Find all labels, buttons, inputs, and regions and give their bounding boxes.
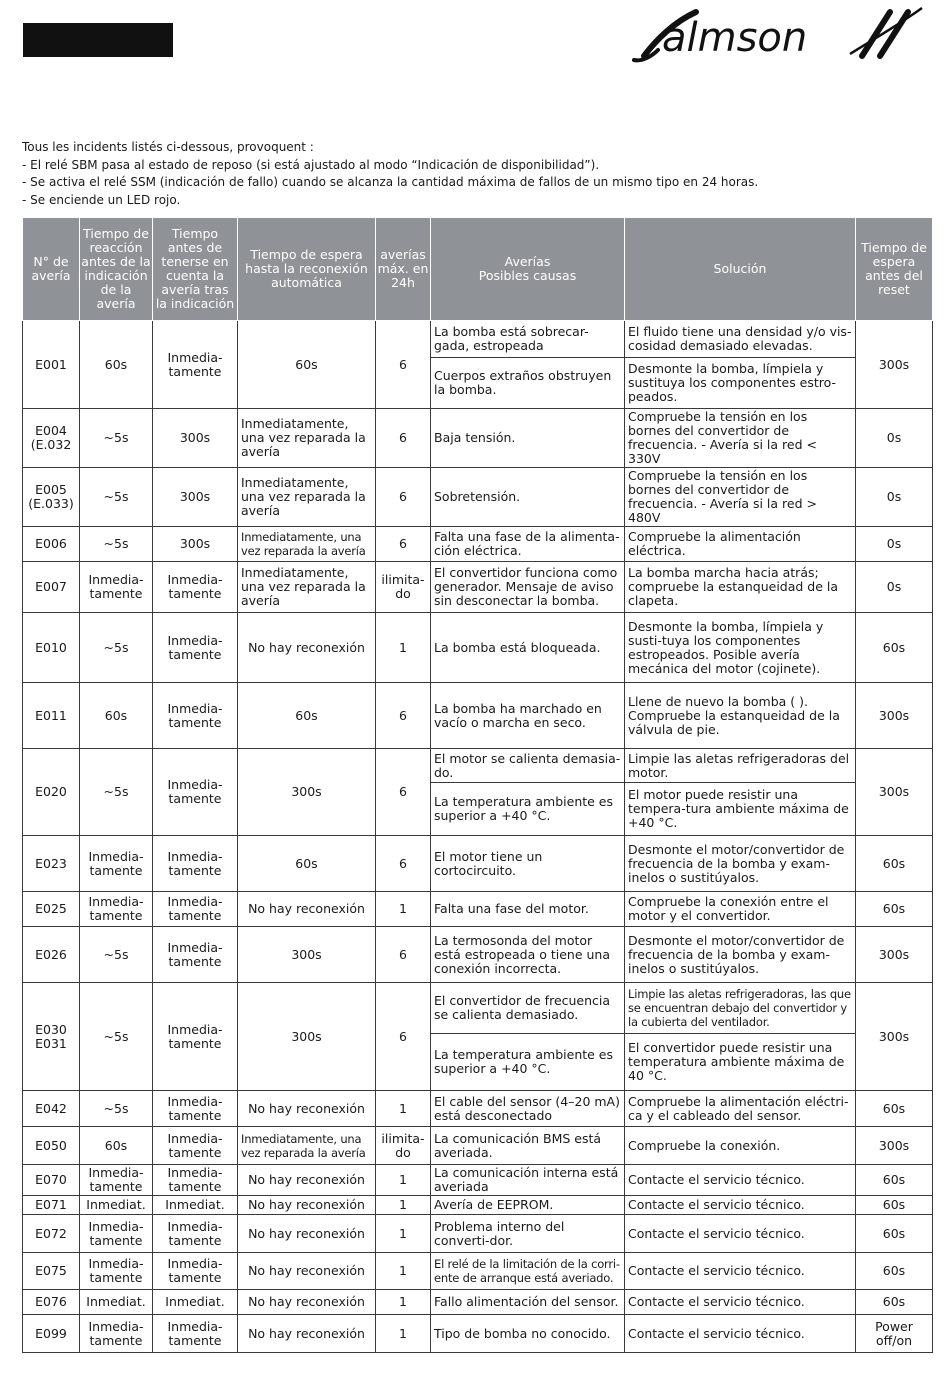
cell-num: E010 — [23, 613, 80, 683]
cell-solution: La bomba marcha hacia atrás; compruebe la estanqueidad de la clapeta. — [625, 562, 856, 613]
table-row — [23, 1091, 933, 1127]
cell-before: 300s — [153, 468, 238, 527]
cell-before: Inmedia-tamente — [153, 321, 238, 409]
cell-react: Inmedia-tamente — [80, 836, 153, 892]
cell-num: E004 (E.032 — [23, 409, 80, 468]
col-header-fault-l1: Averías — [504, 254, 551, 269]
cell-reset: 0s — [856, 409, 933, 468]
fault-table — [22, 217, 933, 1353]
col-header-max: averías máx. en 24h — [376, 218, 431, 321]
cell-num: E011 — [23, 683, 80, 749]
cell-max: 1 — [376, 1315, 431, 1353]
cell-react: ~5s — [80, 468, 153, 527]
cell-num: E023 — [23, 836, 80, 892]
cell-wait: 300s — [238, 927, 376, 983]
intro-line: - El relé SBM pasa al estado de reposo (si está ajustado al modo “Indicación de disponibilidad”). — [22, 157, 600, 172]
table-row — [23, 468, 933, 527]
cell-before: Inmedia-tamente — [153, 927, 238, 983]
cell-fault: Sobretensión. — [431, 468, 625, 527]
cell-react: Inmedia-tamente — [80, 1215, 153, 1253]
cell-solution: Limpie las aletas refrigeradoras del motor. — [625, 749, 856, 783]
cell-fault: Falta una fase del motor. — [431, 892, 625, 927]
cell-max: 1 — [376, 1290, 431, 1315]
cell-max: 1 — [376, 892, 431, 927]
cell-solution: Desmonte la bomba, límpiela y sustituya los componentes estro-peados. — [625, 358, 856, 409]
table-row — [23, 1290, 933, 1315]
cell-before: Inmedia-tamente — [153, 983, 238, 1091]
cell-max: 1 — [376, 1091, 431, 1127]
table-row — [23, 1315, 933, 1353]
svg-text:almson: almson — [662, 15, 808, 61]
intro-line: Tous les incidents listés ci-dessous, provoquent : — [22, 140, 314, 154]
cell-solution: Compruebe la conexión entre el motor y el convertidor. — [625, 892, 856, 927]
cell-solution: Contacte el servicio técnico. — [625, 1215, 856, 1253]
cell-solution: Compruebe la tensión en los bornes del convertidor de frecuencia. - Avería si la red < 330V — [625, 409, 856, 468]
col-header-wait: Tiempo de espera hasta la reconexión automática — [238, 218, 376, 321]
cell-num: E007 — [23, 562, 80, 613]
cell-max: 6 — [376, 683, 431, 749]
cell-react: Inmedia-tamente — [80, 1253, 153, 1290]
cell-fault: La bomba está bloqueada. — [431, 613, 625, 683]
col-header-fault — [431, 218, 625, 321]
cell-reset: 300s — [856, 683, 933, 749]
cell-wait: 300s — [238, 983, 376, 1091]
cell-max: ilimita-do — [376, 562, 431, 613]
table-header — [23, 218, 933, 321]
cell-wait: No hay reconexión — [238, 1165, 376, 1196]
cell-solution: Contacte el servicio técnico. — [625, 1196, 856, 1215]
cell-num: E075 — [23, 1253, 80, 1290]
cell-num: E030 E031 — [23, 983, 80, 1091]
cell-wait: Inmediatamente, una vez reparada la avería — [238, 527, 376, 562]
cell-react: Inmedia-tamente — [80, 1165, 153, 1196]
table-row — [23, 1215, 933, 1253]
cell-react: 60s — [80, 321, 153, 409]
cell-before: Inmedia-tamente — [153, 613, 238, 683]
cell-reset: 60s — [856, 1290, 933, 1315]
cell-reset: 60s — [856, 1165, 933, 1196]
cell-wait: 60s — [238, 683, 376, 749]
cell-reset: 0s — [856, 468, 933, 527]
cell-reset: 300s — [856, 321, 933, 409]
cell-wait: No hay reconexión — [238, 1290, 376, 1315]
cell-num: E076 — [23, 1290, 80, 1315]
cell-solution: Contacte el servicio técnico. — [625, 1290, 856, 1315]
cell-solution: Desmonte el motor/convertidor de frecuencia de la bomba y exam-inelos o sustitúyalos. — [625, 836, 856, 892]
cell-wait: Inmediatamente, una vez reparada la avería — [238, 409, 376, 468]
table-row — [23, 562, 933, 613]
cell-max: 6 — [376, 836, 431, 892]
table-row — [23, 613, 933, 683]
fault-table-body — [23, 321, 933, 1353]
cell-num: E099 — [23, 1315, 80, 1353]
cell-react: Inmedia-tamente — [80, 1315, 153, 1353]
cell-max: ilimita-do — [376, 1127, 431, 1165]
cell-wait: No hay reconexión — [238, 1315, 376, 1353]
cell-before: Inmedia-tamente — [153, 1215, 238, 1253]
cell-fault: El convertidor funciona como generador. Mensaje de aviso sin desconectar la bomba. — [431, 562, 625, 613]
cell-reset: 300s — [856, 1127, 933, 1165]
cell-solution: Compruebe la alimentación eléctri-ca y el cableado del sensor. — [625, 1091, 856, 1127]
cell-wait: Inmediatamente, una vez reparada la avería — [238, 562, 376, 613]
cell-react: ~5s — [80, 983, 153, 1091]
cell-reset: 60s — [856, 1253, 933, 1290]
cell-react: Inmediat. — [80, 1290, 153, 1315]
cell-max: 6 — [376, 749, 431, 836]
cell-max: 6 — [376, 321, 431, 409]
cell-reset: 300s — [856, 927, 933, 983]
intro-line: - Se enciende un LED rojo. — [22, 192, 181, 207]
cell-solution: Desmonte la bomba, límpiela y susti-tuya los componentes estropeados. Posible avería mecánica del motor (cojinete). — [625, 613, 856, 683]
cell-num: E025 — [23, 892, 80, 927]
table-row — [23, 1196, 933, 1215]
cell-solution: Limpie las aletas refrigeradoras, las que se encuentran debajo del convertidor y la cubierta del ventilador. — [625, 983, 856, 1034]
cell-max: 1 — [376, 1215, 431, 1253]
cell-max: 6 — [376, 927, 431, 983]
cell-solution: Contacte el servicio técnico. — [625, 1253, 856, 1290]
cell-fault: La temperatura ambiente es superior a +40 °C. — [431, 783, 625, 836]
cell-solution: Compruebe la alimentación eléctrica. — [625, 527, 856, 562]
cell-reset: 60s — [856, 1091, 933, 1127]
table-row — [23, 527, 933, 562]
cell-num: E042 — [23, 1091, 80, 1127]
cell-max: 1 — [376, 1196, 431, 1215]
cell-solution: Compruebe la conexión. — [625, 1127, 856, 1165]
cell-react: ~5s — [80, 927, 153, 983]
cell-max: 1 — [376, 1165, 431, 1196]
cell-fault: Cuerpos extraños obstruyen la bomba. — [431, 358, 625, 409]
cell-reset: 0s — [856, 562, 933, 613]
cell-wait: No hay reconexión — [238, 613, 376, 683]
cell-fault: El motor se calienta demasia-do. — [431, 749, 625, 783]
cell-before: 300s — [153, 527, 238, 562]
cell-reset: 60s — [856, 1196, 933, 1215]
cell-solution: Desmonte el motor/convertidor de frecuencia de la bomba y exam-inelos o sustitúyalos. — [625, 927, 856, 983]
cell-max: 6 — [376, 409, 431, 468]
cell-solution: Llene de nuevo la bomba ( ). Compruebe la estanqueidad de la válvula de pie. — [625, 683, 856, 749]
cell-num: E071 — [23, 1196, 80, 1215]
cell-solution: El convertidor puede resistir una temperatura ambiente máxima de 40 °C. — [625, 1034, 856, 1091]
cell-max: 6 — [376, 527, 431, 562]
cell-before: Inmediat. — [153, 1196, 238, 1215]
cell-before: Inmedia-tamente — [153, 1127, 238, 1165]
cell-wait: 60s — [238, 836, 376, 892]
cell-fault: La comunicación BMS está averiada. — [431, 1127, 625, 1165]
cell-max: 1 — [376, 1253, 431, 1290]
table-row — [23, 1127, 933, 1165]
table-row — [23, 836, 933, 892]
cell-fault: El cable del sensor (4–20 mA) está desconectado — [431, 1091, 625, 1127]
cell-num: E001 — [23, 321, 80, 409]
cell-solution: Contacte el servicio técnico. — [625, 1165, 856, 1196]
col-header-reset: Tiempo de espera antes del reset — [856, 218, 933, 321]
intro-text — [22, 139, 922, 209]
intro-line: - Se activa el relé SSM (indicación de fallo) cuando se alcanza la cantidad máxima de fallos de un mismo tipo en 24 horas. — [22, 175, 759, 189]
cell-wait: No hay reconexión — [238, 1196, 376, 1215]
cell-before: Inmediat. — [153, 1290, 238, 1315]
cell-max: 1 — [376, 613, 431, 683]
col-header-before: Tiempo antes de tenerse en cuenta la avería tras la indicación — [153, 218, 238, 321]
table-row — [23, 683, 933, 749]
cell-solution: El motor puede resistir una tempera-tura ambiente máxima de +40 °C. — [625, 783, 856, 836]
cell-before: Inmedia-tamente — [153, 749, 238, 836]
cell-react: ~5s — [80, 409, 153, 468]
section-tab — [23, 23, 173, 57]
cell-fault: La termosonda del motor está estropeada o tiene una conexión incorrecta. — [431, 927, 625, 983]
cell-fault: Baja tensión. — [431, 409, 625, 468]
col-header-solution: Solución — [625, 218, 856, 321]
cell-num: E006 — [23, 527, 80, 562]
cell-fault: La comunicación interna está averiada — [431, 1165, 625, 1196]
cell-before: Inmedia-tamente — [153, 1315, 238, 1353]
cell-fault: El relé de la limitación de la corri-ente de arranque está averiado. — [431, 1253, 625, 1290]
cell-react: ~5s — [80, 1091, 153, 1127]
cell-react: ~5s — [80, 527, 153, 562]
table-row — [23, 983, 933, 1034]
cell-num: E050 — [23, 1127, 80, 1165]
cell-reset: 60s — [856, 836, 933, 892]
cell-react: Inmedia-tamente — [80, 892, 153, 927]
cell-react: ~5s — [80, 613, 153, 683]
cell-fault: Problema interno del converti-dor. — [431, 1215, 625, 1253]
cell-wait: Inmediatamente, una vez reparada la avería — [238, 468, 376, 527]
cell-wait: Inmediatamente, una vez reparada la avería — [238, 1127, 376, 1165]
table-row — [23, 927, 933, 983]
cell-before: Inmedia-tamente — [153, 1253, 238, 1290]
cell-num: E070 — [23, 1165, 80, 1196]
cell-solution: Contacte el servicio técnico. — [625, 1315, 856, 1353]
cell-fault: El motor tiene un cortocircuito. — [431, 836, 625, 892]
table-row — [23, 1165, 933, 1196]
cell-wait: No hay reconexión — [238, 1215, 376, 1253]
cell-wait: 300s — [238, 749, 376, 836]
cell-num: E072 — [23, 1215, 80, 1253]
cell-fault: Falta una fase de la alimenta-ción eléctrica. — [431, 527, 625, 562]
cell-fault: La bomba ha marchado en vacío o marcha en seco. — [431, 683, 625, 749]
cell-fault: Avería de EEPROM. — [431, 1196, 625, 1215]
table-row — [23, 892, 933, 927]
cell-reset: 300s — [856, 749, 933, 836]
cell-num: E026 — [23, 927, 80, 983]
col-header-fault-l2: Posibles causas — [478, 268, 577, 283]
cell-solution: Compruebe la tensión en los bornes del convertidor de frecuencia. - Avería si la red > 480V — [625, 468, 856, 527]
cell-react: 60s — [80, 683, 153, 749]
cell-react: Inmedia-tamente — [80, 562, 153, 613]
cell-before: Inmedia-tamente — [153, 836, 238, 892]
salmson-logo — [622, 4, 927, 66]
cell-react: 60s — [80, 1127, 153, 1165]
table-row — [23, 321, 933, 358]
cell-wait: No hay reconexión — [238, 892, 376, 927]
cell-solution: El fluido tiene una densidad y/o vis-cosidad demasiado elevadas. — [625, 321, 856, 358]
cell-fault: La temperatura ambiente es superior a +40 °C. — [431, 1034, 625, 1091]
cell-before: Inmedia-tamente — [153, 1165, 238, 1196]
cell-max: 6 — [376, 468, 431, 527]
cell-fault: La bomba está sobrecar-gada, estropeada — [431, 321, 625, 358]
cell-before: Inmedia-tamente — [153, 892, 238, 927]
cell-react: Inmediat. — [80, 1196, 153, 1215]
cell-reset: 0s — [856, 527, 933, 562]
cell-before: Inmedia-tamente — [153, 1091, 238, 1127]
cell-reset: 60s — [856, 613, 933, 683]
cell-wait: No hay reconexión — [238, 1091, 376, 1127]
cell-reset: 60s — [856, 1215, 933, 1253]
cell-max: 6 — [376, 983, 431, 1091]
cell-fault: El convertidor de frecuencia se calienta demasiado. — [431, 983, 625, 1034]
cell-react: ~5s — [80, 749, 153, 836]
cell-reset: Power off/on — [856, 1315, 933, 1353]
cell-wait: No hay reconexión — [238, 1253, 376, 1290]
cell-before: Inmedia-tamente — [153, 562, 238, 613]
table-row — [23, 749, 933, 783]
cell-reset: 60s — [856, 892, 933, 927]
cell-fault: Fallo alimentación del sensor. — [431, 1290, 625, 1315]
cell-reset: 300s — [856, 983, 933, 1091]
cell-fault: Tipo de bomba no conocido. — [431, 1315, 625, 1353]
col-header-num: N° de avería — [23, 218, 80, 321]
table-row — [23, 409, 933, 468]
table-row — [23, 1253, 933, 1290]
cell-before: Inmedia-tamente — [153, 683, 238, 749]
cell-before: 300s — [153, 409, 238, 468]
cell-wait: 60s — [238, 321, 376, 409]
col-header-react: Tiempo de reacción antes de la indicación de la avería — [80, 218, 153, 321]
cell-num: E005 (E.033) — [23, 468, 80, 527]
cell-num: E020 — [23, 749, 80, 836]
